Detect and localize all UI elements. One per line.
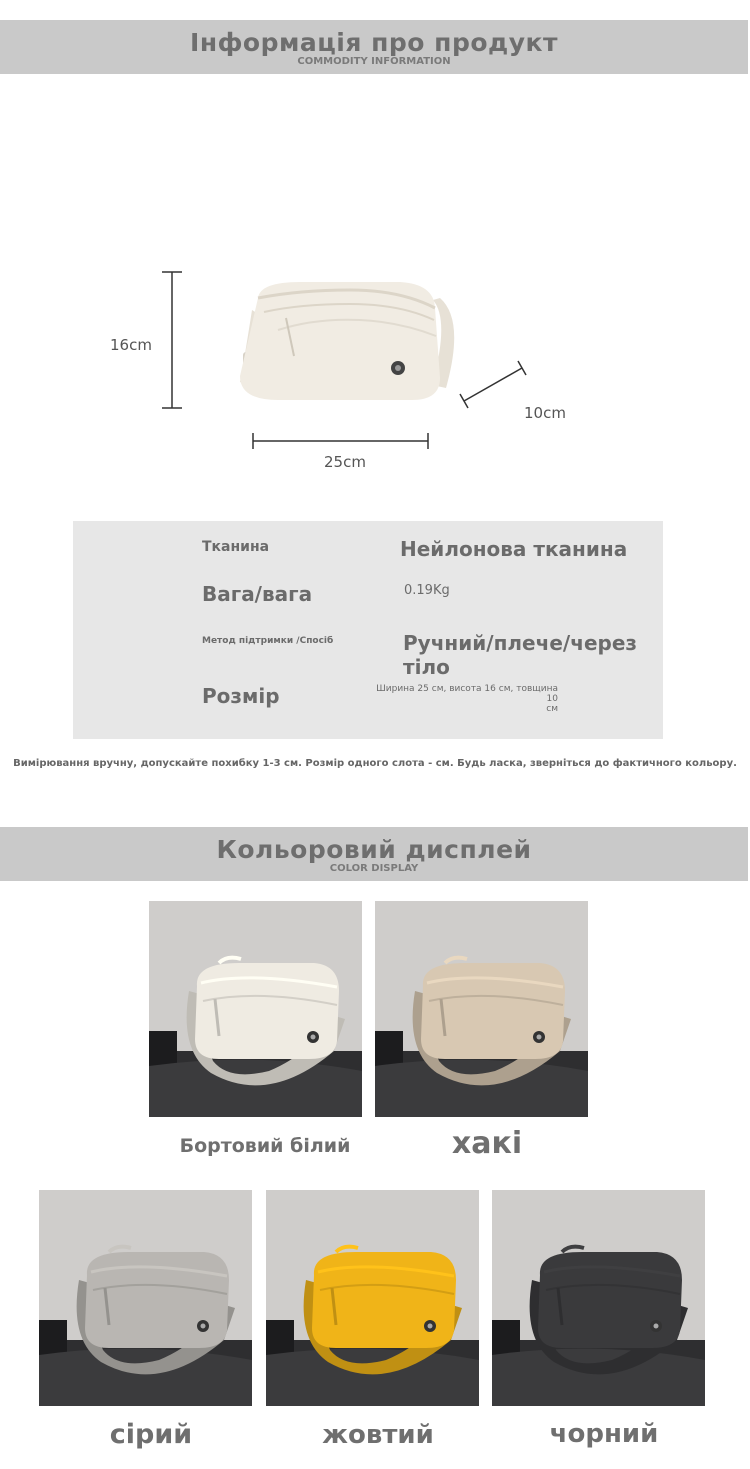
color-label-gray: сірий — [109, 1419, 193, 1450]
color-label-yellow: жовтий — [322, 1420, 434, 1450]
dimension-depth-label: 10cm — [524, 404, 566, 422]
color-photo-gray[interactable] — [39, 1190, 252, 1406]
color-photo-white[interactable] — [149, 901, 362, 1117]
measurement-note: Вимірювання вручну, допускайте похибку 1-3 см. Розмір одного слота - см. Будь ласка, зверніться до фактичного кольору. — [13, 758, 737, 769]
bag-illustration — [240, 282, 454, 400]
spec-value-size — [363, 684, 558, 714]
spec-value-size-line2: см — [546, 704, 558, 714]
color-photo-khaki[interactable] — [375, 901, 588, 1117]
spec-label-weight: Вага/вага — [202, 582, 313, 606]
spec-value-size-line1: Ширина 25 см, висота 16 см, товщина 10 — [376, 684, 558, 704]
color-label-khaki: хакі — [451, 1126, 523, 1161]
color-photo-black[interactable] — [492, 1190, 705, 1406]
color-label-white: Бортовий білий — [179, 1135, 351, 1157]
spec-value-carry: Ручний/плече/через тіло — [403, 631, 638, 679]
section-banner-color — [0, 827, 748, 881]
dimension-width-label: 25cm — [324, 453, 366, 471]
dimension-height-label: 16cm — [110, 336, 152, 354]
section-title: Інформація про продукт — [190, 28, 558, 57]
spec-value-weight: 0.19Kg — [404, 583, 450, 598]
spec-label-carry: Метод підтримки /Спосіб — [202, 636, 334, 646]
section-banner-commodity — [0, 20, 748, 74]
spec-label-fabric: Тканина — [202, 539, 270, 555]
section-title: Кольоровий дисплей — [216, 835, 532, 864]
section-subtitle: COLOR DISPLAY — [329, 863, 419, 874]
color-photo-yellow[interactable] — [266, 1190, 479, 1406]
spec-value-fabric: Нейлонова тканина — [400, 537, 628, 561]
color-label-black: чорний — [549, 1419, 659, 1449]
section-subtitle: COMMODITY INFORMATION — [297, 56, 451, 67]
spec-table — [73, 521, 663, 739]
spec-label-size: Розмір — [202, 684, 280, 708]
dimension-diagram — [150, 260, 550, 460]
